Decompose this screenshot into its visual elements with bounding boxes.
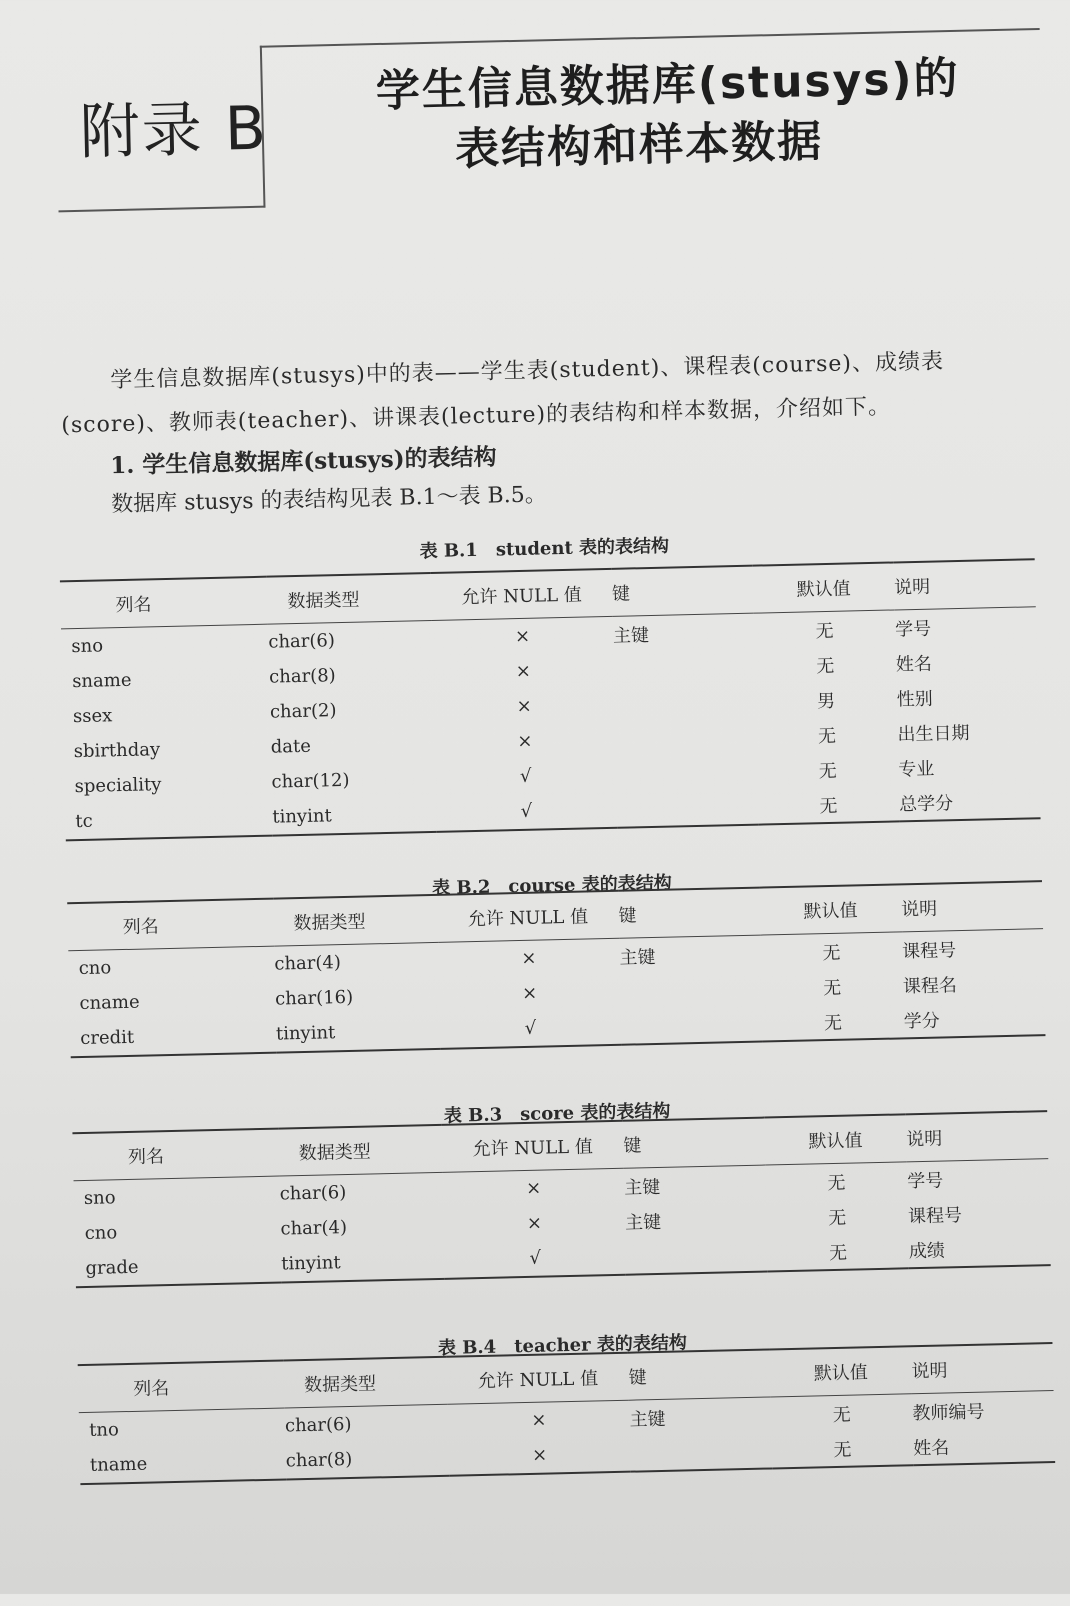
table-cell: char(16) [274, 986, 354, 1010]
page-title-line1: 学生信息数据库(stusys)的 [375, 52, 961, 118]
table-cell: 无 [818, 760, 837, 782]
table-cell: 总学分 [898, 792, 954, 815]
table-cell: 主键 [612, 624, 650, 647]
table-cell: 学号 [906, 1169, 944, 1192]
table-cell: 性别 [896, 688, 933, 710]
table-cell [620, 971, 762, 1009]
table-cell: 无 [827, 1172, 846, 1194]
table-cell: char(6) [268, 630, 336, 653]
table-caption: 表 B.2 course 表的表结构 [431, 872, 672, 900]
table-cell: 无 [819, 795, 838, 817]
column-header: 键 [623, 1135, 642, 1157]
table-caption: 表 B.3 score 表的表结构 [443, 1100, 671, 1127]
table-cell: speciality [74, 774, 162, 798]
table-cell: tinyint [275, 1022, 336, 1045]
table-cell: 学分 [903, 1010, 940, 1032]
table-cell: × [515, 660, 532, 683]
column-header: 列名 [127, 1146, 165, 1168]
table-cell: × [517, 730, 533, 753]
table-cell: char(4) [274, 952, 342, 975]
table-cell: √ [519, 765, 532, 787]
column-header: 数据类型 [287, 589, 360, 613]
table-cell: 无 [828, 1242, 848, 1264]
section-heading: 1. 学生信息数据库(stusys)的表结构 [110, 443, 497, 480]
column-header: 键 [618, 905, 637, 927]
table-cell: 主键 [629, 1408, 666, 1431]
table-cell: 无 [816, 655, 835, 677]
column-header: 说明 [906, 1128, 943, 1151]
table-cell: 无 [817, 725, 837, 747]
table-cell: tc [75, 810, 93, 833]
table-caption: 表 B.4 teacher 表的表结构 [437, 1332, 688, 1360]
table-cell: ssex [72, 705, 113, 728]
column-header: 允许 NULL 值 [477, 1368, 599, 1393]
table-cell: sname [71, 669, 132, 693]
table-cell: 无 [822, 942, 841, 964]
column-header: 允许 NULL 值 [472, 1136, 594, 1161]
column-header: 键 [628, 1367, 647, 1389]
table-cell: × [531, 1444, 548, 1466]
table-cell: × [525, 1177, 542, 1199]
table-cell: char(8) [285, 1448, 353, 1472]
column-header: 默认值 [803, 900, 858, 923]
column-header: 说明 [911, 1360, 948, 1383]
structure-table [67, 880, 1045, 1058]
table-cell: √ [529, 1247, 542, 1269]
table-cell: credit [80, 1026, 135, 1050]
table-cell: cno [84, 1222, 118, 1244]
table-cell: sbirthday [73, 739, 161, 763]
table-cell: char(6) [279, 1182, 347, 1205]
table-cell: tinyint [272, 805, 332, 828]
column-header: 默认值 [796, 578, 851, 601]
column-header: 键 [611, 583, 631, 605]
table-cell: grade [85, 1256, 139, 1279]
table-cell: × [516, 695, 532, 718]
table-cell [615, 719, 757, 757]
table-cell [614, 684, 756, 722]
column-header: 默认值 [813, 1362, 869, 1385]
table-cell [613, 649, 755, 687]
table-cell: cno [78, 957, 112, 980]
table-cell: 无 [832, 1404, 851, 1426]
table-cell: 课程号 [901, 939, 957, 962]
table-cell: 出生日期 [897, 722, 970, 745]
table-cell: √ [520, 800, 533, 822]
table-cell: char(8) [268, 665, 336, 688]
table-cell: sno [71, 635, 104, 658]
column-header: 数据类型 [293, 911, 366, 935]
table-cell: 主键 [624, 1211, 662, 1234]
table-cell: date [270, 735, 312, 758]
table-cell: × [526, 1212, 543, 1234]
structure-table [72, 1110, 1050, 1288]
column-header: 数据类型 [303, 1373, 377, 1397]
table-cell: 姓名 [895, 653, 933, 675]
table-cell: char(4) [280, 1217, 348, 1240]
table-cell: × [531, 1409, 547, 1431]
table-cell: 学号 [894, 618, 932, 640]
table-cell: √ [524, 1017, 537, 1039]
table-cell: × [521, 947, 537, 970]
column-header: 允许 NULL 值 [461, 584, 582, 609]
table-cell: 课程名 [902, 974, 958, 997]
column-header: 说明 [893, 576, 931, 599]
column-header: 列名 [133, 1378, 170, 1400]
table-cell: char(12) [271, 769, 350, 793]
table-cell: 主键 [624, 1176, 661, 1199]
table-cell [616, 754, 758, 792]
page-title-line2: 表结构和样本数据 [454, 115, 824, 176]
column-header: 说明 [900, 898, 938, 921]
column-header: 允许 NULL 值 [467, 906, 589, 931]
table-cell: char(2) [269, 700, 337, 723]
table-cell: 专业 [898, 758, 935, 780]
column-header: 默认值 [808, 1130, 863, 1153]
table-cell: tname [89, 1453, 148, 1476]
table-cell: × [521, 982, 538, 1004]
table-cell: 男 [816, 690, 836, 712]
table-cell: tno [88, 1419, 120, 1441]
table-cell: char(6) [284, 1413, 352, 1437]
table-cell [630, 1432, 772, 1471]
table-cell [625, 1236, 767, 1275]
table-cell: sno [83, 1187, 116, 1209]
table-cell: 无 [828, 1207, 847, 1229]
intro-paragraph: 学生信息数据库(stusys)中的表——学生表(student)、课程表(course)、成绩表(score)、教师表(teacher)、讲课表(lecture)的表结构和样本数据，介绍如下。 [61, 349, 945, 439]
table-cell: 无 [815, 620, 834, 642]
structure-table [78, 1342, 1055, 1485]
structure-table [60, 558, 1041, 841]
table-cell: 姓名 [913, 1436, 950, 1459]
table-cell: 主键 [619, 946, 656, 969]
table-cell: 课程号 [907, 1204, 963, 1227]
section-text: 数据库 stusys 的表结构见表 B.1～表 B.5。 [110, 482, 547, 518]
table-cell: 成绩 [908, 1239, 946, 1262]
table-cell: 无 [823, 1012, 843, 1034]
table-cell: 教师编号 [912, 1401, 985, 1424]
table-cell [617, 789, 759, 828]
table-caption: 表 B.1 student 表的表结构 [419, 535, 670, 563]
table-cell: 无 [822, 977, 842, 999]
table-cell: 无 [833, 1439, 852, 1461]
table-cell: × [514, 625, 531, 648]
appendix-label: 附录 B [78, 93, 269, 168]
table-cell: tinyint [281, 1252, 341, 1275]
table-cell: cname [79, 991, 140, 1015]
column-header: 列名 [115, 594, 152, 617]
column-header: 数据类型 [298, 1141, 372, 1165]
column-header: 列名 [122, 916, 160, 939]
table-cell [621, 1006, 763, 1045]
